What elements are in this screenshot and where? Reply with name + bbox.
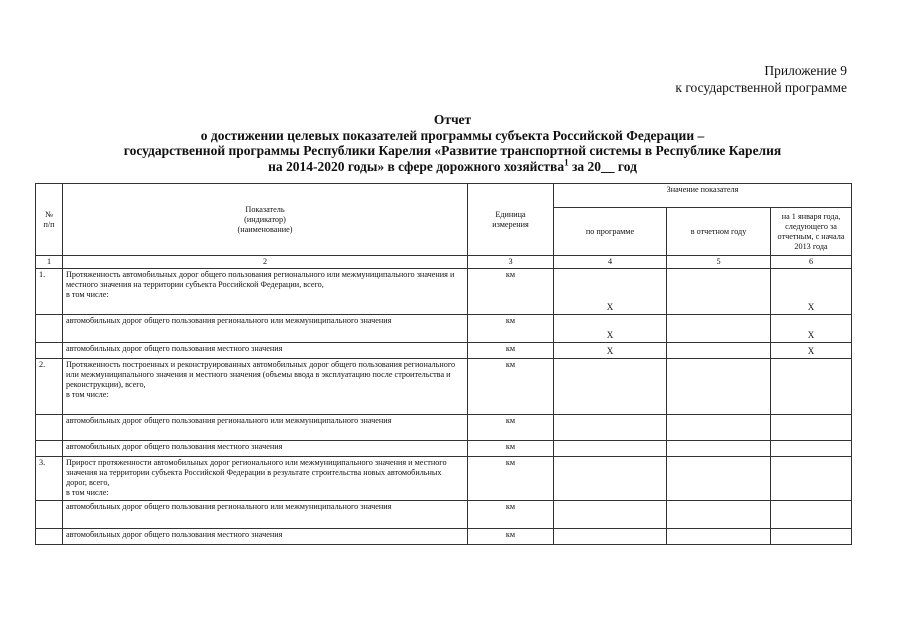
appendix-line-2: к государственной программе xyxy=(675,80,847,95)
col-number-3: 3 xyxy=(468,256,554,269)
row-unit: км xyxy=(468,315,554,343)
table-row xyxy=(36,269,852,315)
row-num: 1. xyxy=(36,269,63,315)
col-number-1: 1 xyxy=(36,256,63,269)
row-in-report-year xyxy=(667,343,771,359)
report-title xyxy=(0,112,905,174)
table-row xyxy=(36,359,852,415)
row-in-report-year xyxy=(667,269,771,315)
table-row xyxy=(36,441,852,457)
appendix-line-1: Приложение 9 xyxy=(764,63,847,78)
row-by-program xyxy=(554,501,667,529)
row-indicator: автомобильных дорог общего пользования местного значения xyxy=(63,441,468,457)
row-indicator: Прирост протяженности автомобильных дорог регионального или межмуниципального значения и местного значения на территории субъекта Российской Федерации в результате строительства новых автомобильных дорог, всего, в том числе: xyxy=(63,457,468,501)
row-in-report-year xyxy=(667,501,771,529)
row-in-report-year xyxy=(667,359,771,415)
row-indicator: автомобильных дорог общего пользования регионального или межмуниципального значения xyxy=(63,415,468,441)
header-indicator: Показатель (индикатор) (наименование) xyxy=(63,184,468,256)
table-row xyxy=(36,343,852,359)
table-body xyxy=(36,269,852,545)
header-in-report-year: в отчетном году xyxy=(667,208,771,256)
row-jan1 xyxy=(771,501,852,529)
row-num xyxy=(36,415,63,441)
table-row xyxy=(36,415,852,441)
row-jan1: Х xyxy=(771,269,852,315)
row-indicator: Протяженность автомобильных дорог общего пользования регионального или межмуниципального значения и местного значения на территории субъекта Российской Федерации, всего, в том числе: xyxy=(63,269,468,315)
row-by-program: Х xyxy=(554,269,667,315)
header-unit: Единица измерения xyxy=(468,184,554,256)
row-by-program xyxy=(554,415,667,441)
row-jan1 xyxy=(771,359,852,415)
header-by-program: по программе xyxy=(554,208,667,256)
title-line-2: о достижении целевых показателей программы субъекта Российской Федерации – xyxy=(200,127,705,143)
row-jan1 xyxy=(771,415,852,441)
row-num xyxy=(36,501,63,529)
row-in-report-year xyxy=(667,529,771,545)
row-by-program xyxy=(554,529,667,545)
row-unit: км xyxy=(468,415,554,441)
table-row xyxy=(36,501,852,529)
footnote-marker: 1 xyxy=(564,157,569,167)
header-num: № п/п xyxy=(36,184,63,256)
row-in-report-year xyxy=(667,415,771,441)
row-by-program xyxy=(554,457,667,501)
title-line-4-year: за 20__ год xyxy=(568,158,637,174)
row-in-report-year xyxy=(667,441,771,457)
indicators-table xyxy=(35,183,852,545)
row-num: 3. xyxy=(36,457,63,501)
row-unit: км xyxy=(468,343,554,359)
row-unit: км xyxy=(468,441,554,457)
row-unit: км xyxy=(468,529,554,545)
row-in-report-year xyxy=(667,315,771,343)
col-number-4: 4 xyxy=(554,256,667,269)
table-row xyxy=(36,457,852,501)
row-num xyxy=(36,529,63,545)
table-row xyxy=(36,315,852,343)
header-jan1: на 1 января года, следующего за отчетным, с начала 2013 года xyxy=(771,208,852,256)
row-unit: км xyxy=(468,457,554,501)
row-indicator: автомобильных дорог общего пользования регионального или межмуниципального значения xyxy=(63,501,468,529)
appendix-note xyxy=(675,62,847,96)
row-by-program: Х xyxy=(554,343,667,359)
row-indicator: автомобильных дорог общего пользования местного значения xyxy=(63,343,468,359)
row-by-program xyxy=(554,359,667,415)
row-indicator: автомобильных дорог общего пользования регионального или межмуниципального значения xyxy=(63,315,468,343)
row-num xyxy=(36,343,63,359)
title-line-3: государственной программы Республики Карелия «Развитие транспортной системы в Республике Карелия xyxy=(123,143,782,158)
row-jan1 xyxy=(771,457,852,501)
row-unit: км xyxy=(468,359,554,415)
row-jan1: Х xyxy=(771,315,852,343)
header-value-group: Значение показателя xyxy=(554,184,852,208)
row-by-program: Х xyxy=(554,315,667,343)
row-jan1 xyxy=(771,441,852,457)
row-unit: км xyxy=(468,501,554,529)
col-number-5: 5 xyxy=(667,256,771,269)
row-indicator: Протяженность построенных и реконструированных автомобильных дорог общего пользования регионального или межмуниципального значения и местного значения (объемы ввода в эксплуатацию после строительства и реконструкции), всего, в том числе: xyxy=(63,359,468,415)
row-num xyxy=(36,441,63,457)
row-num: 2. xyxy=(36,359,63,415)
col-number-6: 6 xyxy=(771,256,852,269)
title-line-4-main: на 2014-2020 годы» в сфере дорожного хозяйства xyxy=(268,158,565,174)
row-by-program xyxy=(554,441,667,457)
title-line-4 xyxy=(0,159,905,175)
row-unit: км xyxy=(468,269,554,315)
row-jan1 xyxy=(771,529,852,545)
row-num xyxy=(36,315,63,343)
row-indicator: автомобильных дорог общего пользования местного значения xyxy=(63,529,468,545)
row-in-report-year xyxy=(667,457,771,501)
table-header xyxy=(36,184,852,269)
col-number-2: 2 xyxy=(63,256,468,269)
title-line-1: Отчет xyxy=(433,112,472,127)
table-row xyxy=(36,529,852,545)
row-jan1: Х xyxy=(771,343,852,359)
